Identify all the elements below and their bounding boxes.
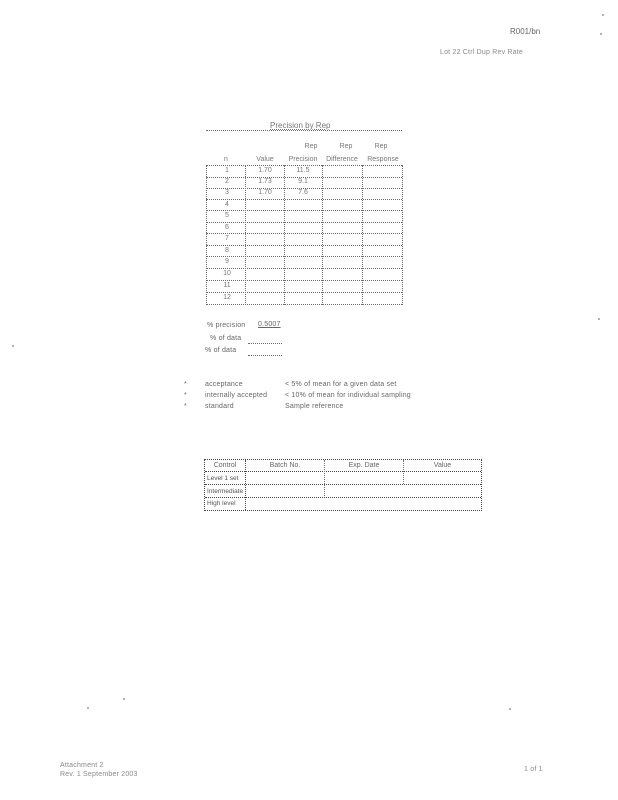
document-code: R001/bn (510, 27, 541, 36)
table-cell-value: 1.70 (258, 167, 272, 174)
table-cell-value: 1.73 (258, 178, 272, 185)
note-desc: < 10% of mean for individual sampling (285, 392, 411, 399)
table-cell-value: 1.70 (258, 189, 272, 196)
qc-row-label: High level (207, 500, 236, 507)
table-cell-n: 4 (225, 201, 229, 208)
table-cell-precision: 9.1 (298, 178, 308, 185)
table-cell-n: 10 (223, 270, 231, 277)
col-header-line1: Rep (339, 143, 353, 150)
qc-row-label: Intermediate (207, 488, 244, 495)
col-header: n (224, 156, 228, 163)
col-header: Difference (326, 156, 358, 163)
table-cell-n: 6 (225, 224, 229, 231)
table-cell-n: 8 (225, 247, 229, 254)
table-cell-n: 12 (223, 294, 231, 301)
qc-header: Control (213, 462, 237, 469)
summary-label-data-2: % of data (205, 347, 237, 354)
table-cell-n: 5 (225, 212, 229, 219)
table-cell-n: 7 (225, 235, 229, 242)
table-cell-n: 2 (225, 178, 229, 185)
footer-left-line1: Attachment 2 (60, 762, 104, 769)
note-desc: Sample reference (285, 403, 344, 410)
note-marker: * (184, 403, 187, 410)
qc-header: Batch No. (269, 462, 301, 469)
col-header-line1: Rep (304, 143, 318, 150)
summary-label-data: % of data (210, 335, 242, 342)
table-cell-n: 9 (225, 258, 229, 265)
table-cell-n: 11 (223, 282, 231, 289)
col-header: Response (367, 156, 399, 163)
qc-table (204, 459, 482, 511)
table-title: Precision by Rep (270, 121, 331, 130)
note-desc: < 5% of mean for a given data set (285, 381, 397, 388)
document-subtitle: Lot 22 Ctrl Dup Rev Rate (440, 49, 524, 56)
col-header: Value (256, 156, 274, 163)
summary-value-precision: 0.5007 (258, 321, 281, 328)
note-marker: * (184, 392, 187, 399)
footer-page-number: 1 of 1 (524, 766, 543, 773)
qc-row-label: Level 1 set (207, 475, 239, 482)
note-term: acceptance (205, 381, 243, 388)
note-term: standard (205, 403, 234, 410)
qc-header: Exp. Date (348, 462, 380, 469)
table-cell-precision: 11.5 (296, 167, 310, 174)
note-marker: * (184, 381, 187, 388)
qc-header: Value (433, 462, 452, 469)
col-header: Precision (288, 156, 318, 163)
note-term: internally accepted (205, 392, 268, 399)
table-cell-n: 1 (225, 167, 229, 174)
summary-label-precision: % precision (207, 322, 246, 329)
table-cell-n: 3 (225, 189, 229, 196)
footer-left-line2: Rev. 1 September 2003 (60, 771, 138, 778)
col-header-line1: Rep (374, 143, 388, 150)
table-cell-precision: 7.6 (298, 189, 308, 196)
